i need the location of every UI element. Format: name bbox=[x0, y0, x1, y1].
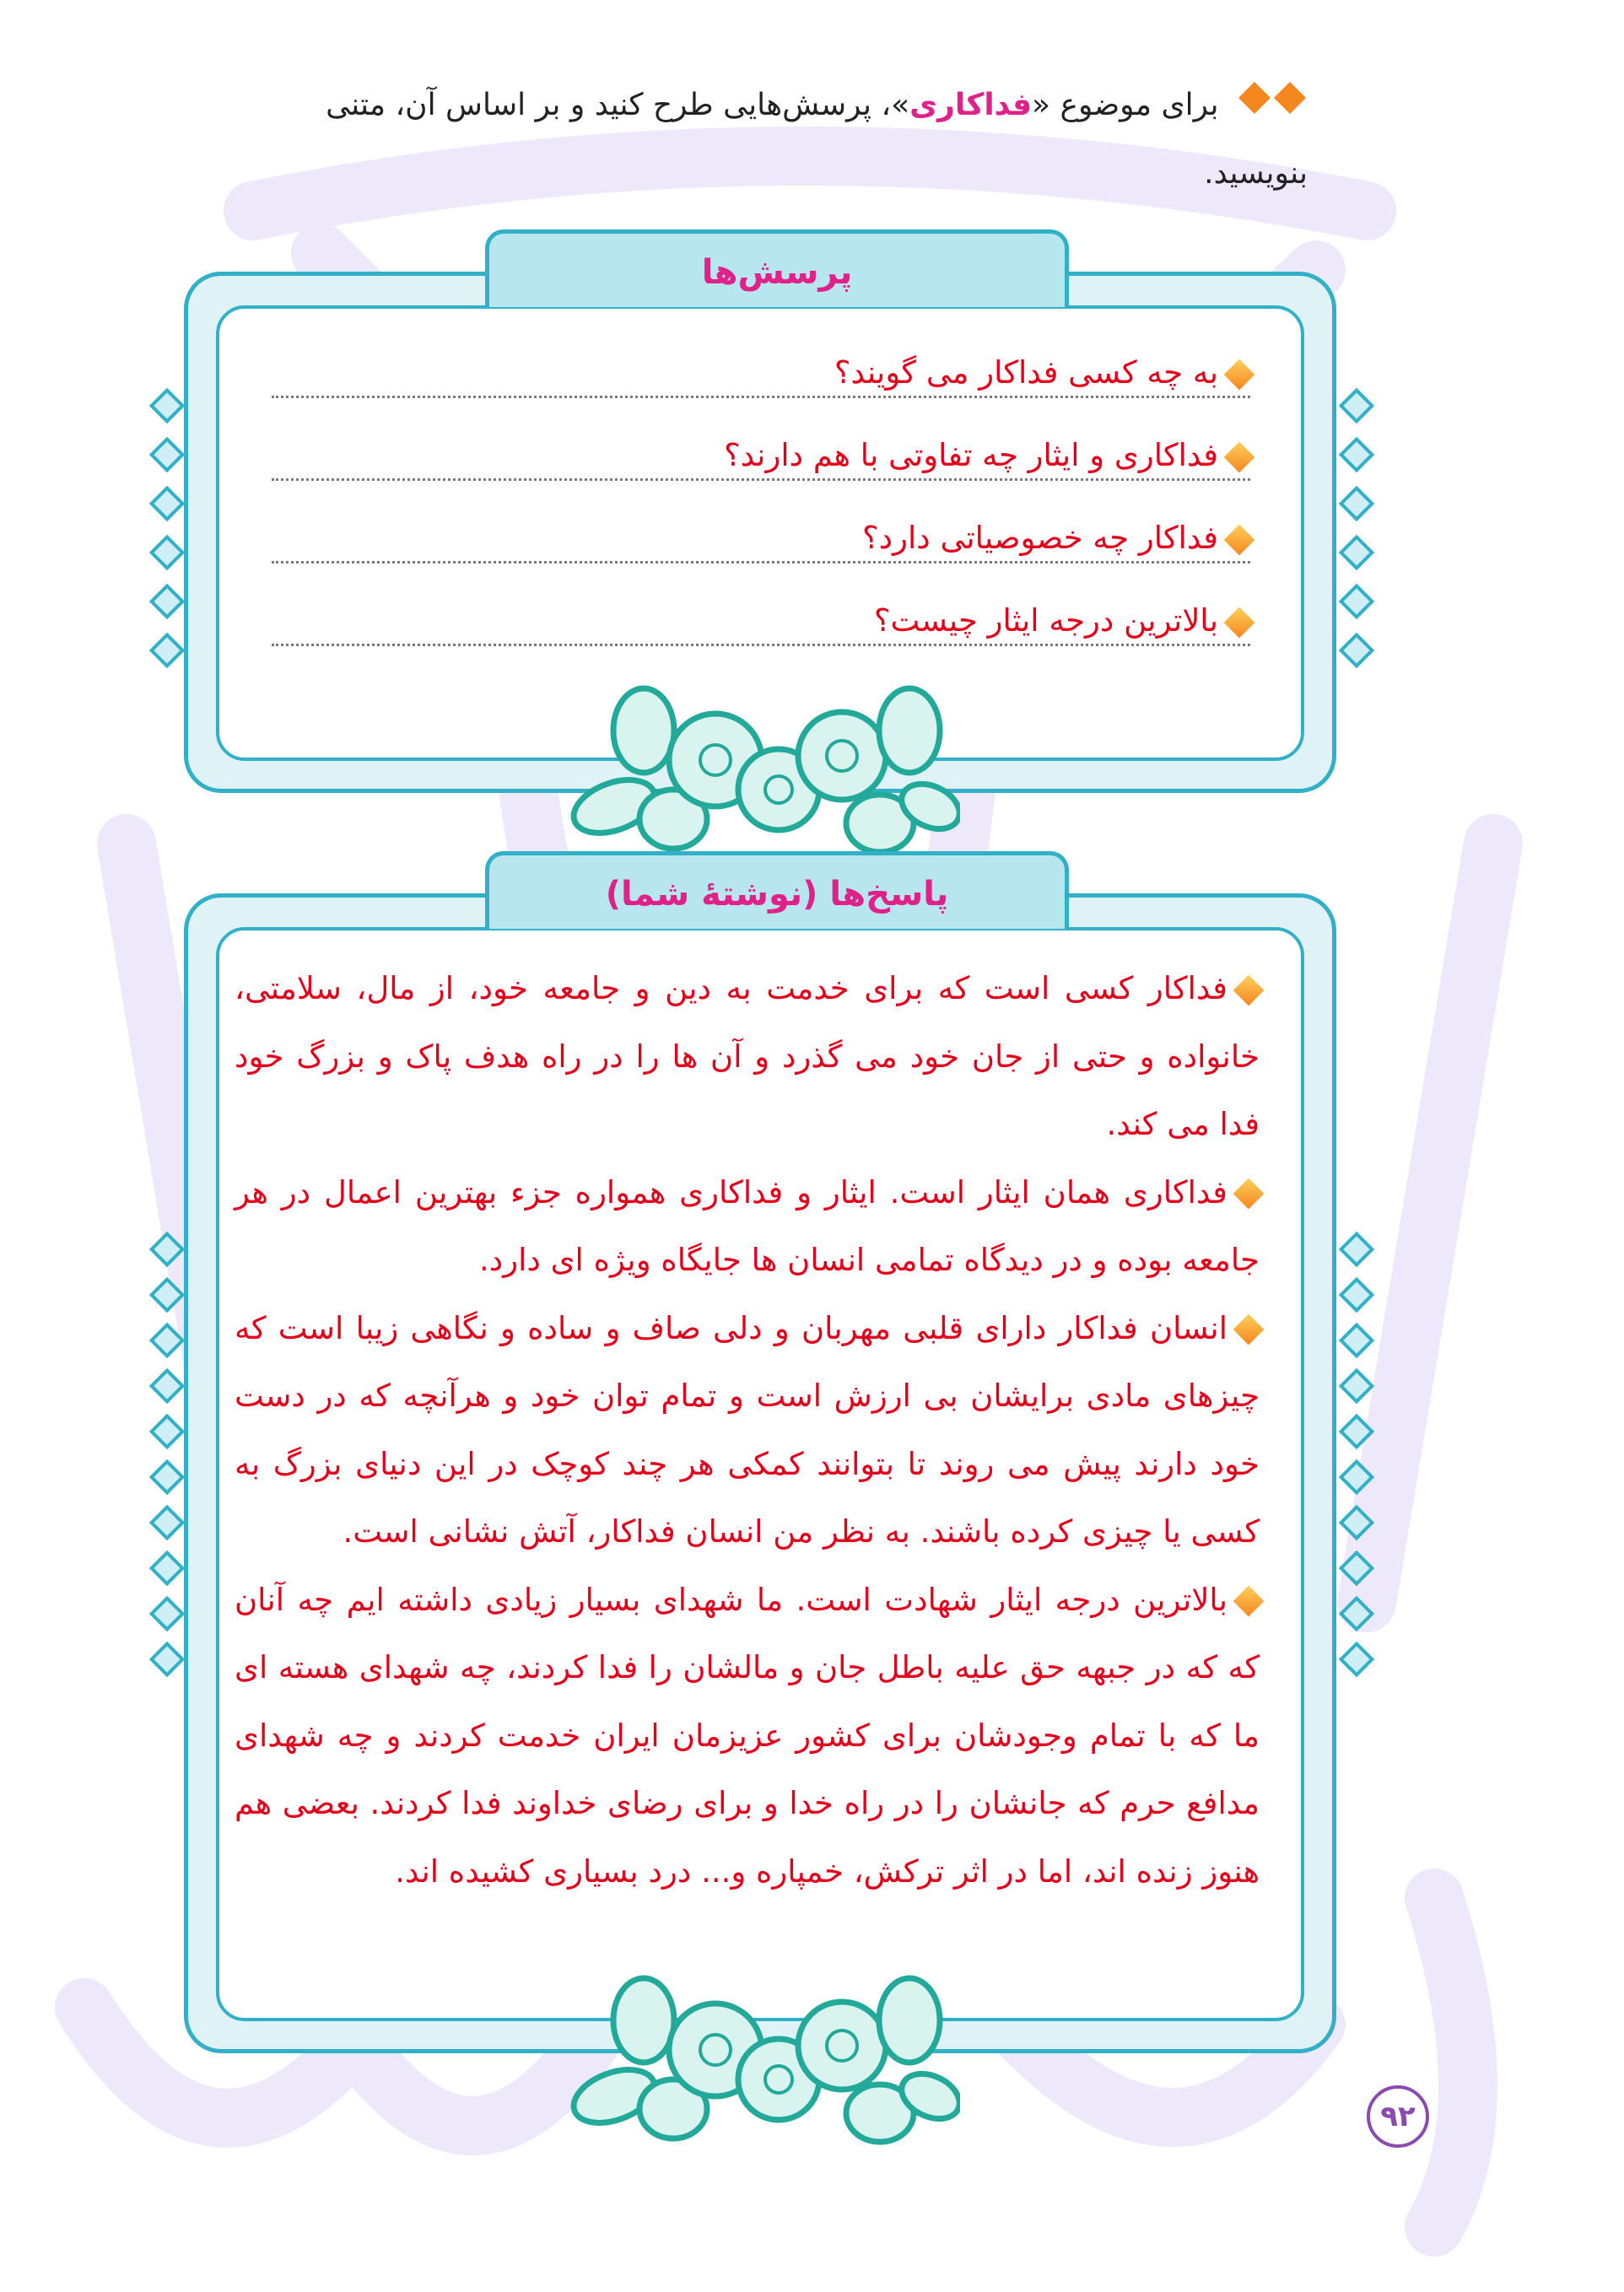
orange-diamond-bullet-icon bbox=[1224, 524, 1255, 555]
orange-diamond-bullet-icon bbox=[1233, 974, 1265, 1006]
questions-left-diamonds bbox=[148, 390, 186, 663]
orange-diamond-bullet-icon bbox=[1233, 1314, 1265, 1346]
question-text: بالاترین درجه ایثار چیست؟ bbox=[873, 602, 1218, 639]
answer-paragraph: فداکاری همان ایثار است. ایثار و فداکاری همواره جزء بهترین اعمال در هر جامعه بوده و در دیدگاه تمامی انسان ها جایگاه ویژه ای دارد. bbox=[235, 1159, 1260, 1295]
answers-text bbox=[235, 955, 1260, 1906]
flower-ornament-icon bbox=[564, 1970, 960, 2147]
double-diamond-icon bbox=[1237, 73, 1308, 140]
question-line bbox=[272, 587, 1250, 646]
answer-paragraph: فداکار کسی است که برای خدمت به دین و جامعه خود، از مال، سلامتی، خانواده و حتی از جان خود می گذرد و آن ها را در راه هدف پاک و بزرگ خود فدا می کند. bbox=[235, 955, 1260, 1159]
answer-paragraph: بالاترین درجه ایثار شهادت است. ما شهدای بسیار زیادی داشته ایم چه آنان که که در جبهه حق علیه باطل جان و مالشان را فدا کردند، چه شهدای هسته ای ما که با تمام وجودشان برای کشور عزیزمان ایران خدمت کردند و چه شهدای مدافع حرم که جانشان را در راه خدا و برای رضای خداوند فدا کردند. بعضی هم هنوز زنده اند، اما در اثر ترکش، خمپاره و... درد بسیاری کشیده اند. bbox=[235, 1567, 1260, 1906]
orange-diamond-bullet-icon bbox=[1224, 441, 1255, 472]
questions-right-diamonds bbox=[1338, 390, 1375, 663]
answers-right-diamonds bbox=[1338, 1233, 1375, 1672]
intro-instruction bbox=[278, 72, 1308, 208]
orange-diamond-bullet-icon bbox=[1233, 1178, 1265, 1210]
question-line bbox=[272, 504, 1250, 564]
flower-ornament-icon bbox=[564, 680, 960, 857]
orange-diamond-bullet-icon bbox=[1224, 607, 1255, 638]
orange-diamond-bullet-icon bbox=[1233, 1586, 1265, 1617]
question-text: فداکاری و ایثار چه تفاوتی با هم دارند؟ bbox=[724, 437, 1218, 473]
question-line bbox=[272, 422, 1250, 481]
answers-left-diamonds bbox=[148, 1233, 186, 1672]
page-number: ۹۲ bbox=[1367, 2085, 1429, 2148]
orange-diamond-bullet-icon bbox=[1224, 359, 1255, 390]
question-text: به چه کسی فداکار می گویند؟ bbox=[834, 354, 1218, 391]
answer-paragraph: انسان فداکار دارای قلبی مهربان و دلی صاف و ساده و نگاهی زیبا است که چیزهای مادی برایشان بی ارزش است و تمام توان خود و هرآنچه که در دست خود دارند پیش می روند تا بتوانند کمکی هر چند کوچک در این دنیای بزرگ به کسی یا چیزی کرده باشند. به نظر من انسان فداکار، آتش نشانی است. bbox=[235, 1295, 1260, 1567]
question-line bbox=[272, 339, 1250, 398]
intro-topic: فداکاری bbox=[909, 88, 1033, 122]
answers-title: پاسخ‌ها (نوشتۀ شما) bbox=[485, 851, 1069, 929]
questions-title: پرسش‌ها bbox=[485, 229, 1069, 307]
intro-prefix: برای موضوع « bbox=[1032, 88, 1219, 122]
intro-suffix: »، پرسش‌هایی طرح کنید و بر اساس آن، متنی بنویسید. bbox=[326, 88, 1308, 191]
question-text: فداکار چه خصوصیاتی دارد؟ bbox=[862, 520, 1218, 556]
